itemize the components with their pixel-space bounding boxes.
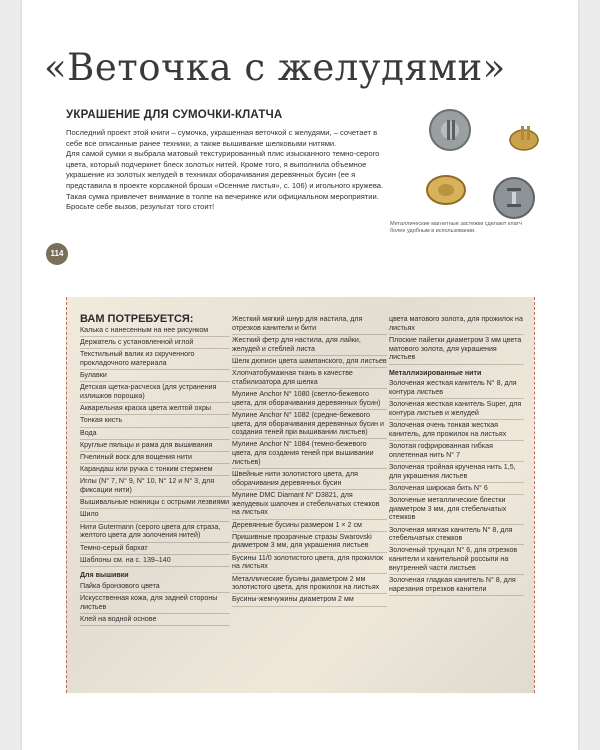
material-item: цвета матового золота, для прожилок на листьях xyxy=(389,315,524,335)
materials-column-2 xyxy=(232,315,387,608)
material-item: Золотая гофрированная гибкая оплетенная нить N° 7 xyxy=(389,442,524,462)
material-item: Детская щетка-расческа (для устранения излишков порошка) xyxy=(80,383,230,403)
material-item: Золоченая тройная крученая нить 1,5, для украшения листьев xyxy=(389,463,524,483)
material-item: Хлопчатобумажная ткань в качестве стабилизатора для шелка xyxy=(232,369,387,389)
intro-text xyxy=(66,128,386,213)
material-item: Бусины-жемчужины диаметром 2 мм xyxy=(232,595,387,606)
intro-paragraph: Последний проект этой книги – сумочка, украшенная веточкой с желудями, – сочетает в себе все описанные ранее техники, а также вышивание шелковыми нитями. xyxy=(66,128,378,148)
material-item: Карандаш или ручка с тонким стержнем xyxy=(80,465,230,476)
materials-heading: ВАМ ПОТРЕБУЕТСЯ: xyxy=(80,313,194,325)
material-item: Пришивные прозрачные стразы Swarovski диаметром 3 мм, для украшения листьев xyxy=(232,533,387,553)
material-item: Тонкая кисть xyxy=(80,416,230,427)
embroidery-section-heading: Для вышивки xyxy=(80,570,129,579)
material-item: Золоченая жесткая канитель N° 8, для контура листьев xyxy=(389,379,524,399)
material-item: Золоченый трунцал N° 6, для отрезков канители и канительной россыпи на внутренней части листьев xyxy=(389,546,524,575)
panel-right-border xyxy=(534,297,535,693)
material-item: Калька с нанесенным на нее рисунком xyxy=(80,326,230,337)
material-item: Деревянные бусины размером 1 × 2 см xyxy=(232,521,387,532)
material-item: Золоченые металлические блестки диаметром 3 мм, для стебельчатых стежков xyxy=(389,496,524,525)
material-item: Жесткий мягкий шнур для настила, для отрезков канители и бити xyxy=(232,315,387,335)
image-caption: Металлические магнитные застежки сделают клатч более удобным в использовании. xyxy=(390,221,522,234)
material-item: Золоченая жесткая канитель Super, для контура листьев и желудей xyxy=(389,400,524,420)
material-item: Металлические бусины диаметром 2 мм золотистого цвета, для прожилок на листьях xyxy=(232,575,387,595)
material-item: Вода xyxy=(80,429,230,440)
materials-column-1 xyxy=(80,315,230,627)
material-item: Клей на водной основе xyxy=(80,615,230,626)
material-item: Мулине DMC Diamant N° D3821, для желудевых шапочек и стебельчатых стежков на листьях xyxy=(232,491,387,520)
material-item: Держатель с установленной иглой xyxy=(80,338,230,349)
page-number: 114 xyxy=(46,243,68,265)
material-item: Швейные нити золотистого цвета, для оборачивания деревянных бусин xyxy=(232,470,387,490)
material-item: Золоченая гладкая канитель N° 8, для нарезания отрезков канители xyxy=(389,576,524,596)
magnetic-clasps-image xyxy=(418,100,578,230)
material-item: Золоченая широкая бить N° 6 xyxy=(389,484,524,495)
material-item: Булавки xyxy=(80,371,230,382)
material-item: Бусины 11/0 золотистого цвета, для прожилок на листьях xyxy=(232,554,387,574)
metallic-threads-heading: Металлизированные нити xyxy=(389,368,482,377)
material-item: Мулине Anchor N° 1082 (средне-бежевого цвета, для оборачивания деревянных бусин и создания теней при вышивании листьев) xyxy=(232,411,387,440)
materials-column-3 xyxy=(389,315,524,597)
material-item: Мулине Anchor N° 1080 (светло-бежевого цвета, для оборачивания деревянных бусин) xyxy=(232,390,387,410)
material-item: Искусственная кожа, для задней стороны листьев xyxy=(80,594,230,614)
intro-paragraph: Для самой сумки я выбрала матовый текстурированный плис изысканного темно-серого цвета, который подчеркнет блеск золотых нитей. Кроме того, я выполнила объемное украшение из золотых желудей в техниках оборачивания деревянных бусин (ее я представила в проекте корсажной броши «Осенние листья», с. 106) и игольного кружева. xyxy=(66,149,384,190)
material-item: Золоченая очень тонкая жесткая канитель, для прожилок на листьях xyxy=(389,421,524,441)
material-item: Иглы (N° 7, N° 9, N° 10, N° 12 и N° 3, для фиксации нити) xyxy=(80,477,230,497)
page-title: «Веточка с желудями» xyxy=(44,46,506,89)
material-item: Нити Gutermann (серого цвета для страза, желтого цвета для золочения нитей) xyxy=(80,523,230,543)
material-item: Шелк дюпион цвета шампанского, для листьев xyxy=(232,357,387,368)
intro-paragraph: Такая сумка привлечет внимание в толпе на вечеринке или официальном мероприятии. Бросьте себе вызов, результат того стоит! xyxy=(66,191,379,212)
material-item: Акварельная краска цвета желтой охры xyxy=(80,404,230,415)
material-item: Плоские пайетки диаметром 3 мм цвета матового золота, для украшения листьев xyxy=(389,336,524,365)
section-subtitle: УКРАШЕНИЕ ДЛЯ СУМОЧКИ-КЛАТЧА xyxy=(66,109,283,121)
material-item: Круглые пяльцы и рама для вышивания xyxy=(80,441,230,452)
panel-left-border xyxy=(66,297,67,693)
material-item: Вышивальные ножницы с острыми лезвиями xyxy=(80,498,230,509)
material-item: Пайка бронзового цвета xyxy=(80,582,230,593)
material-item: Темно-серый бархат xyxy=(80,544,230,555)
material-item: Шило xyxy=(80,510,230,521)
material-item: Золоченая мягкая канитель N° 8, для стебельчатых стежков xyxy=(389,526,524,546)
material-item: Текстильный валик из скрученного прокладочного материала xyxy=(80,350,230,370)
material-item: Шаблоны см. на с. 139–140 xyxy=(80,556,230,567)
material-item: Пчелиный воск для вощения нити xyxy=(80,453,230,464)
material-item: Мулине Anchor N° 1084 (темно-бежевого цвета, для создания теней при вышивании листьев) xyxy=(232,440,387,469)
material-item: Жесткий фетр для настила, для лайки, желудей и стеблей листа xyxy=(232,336,387,356)
